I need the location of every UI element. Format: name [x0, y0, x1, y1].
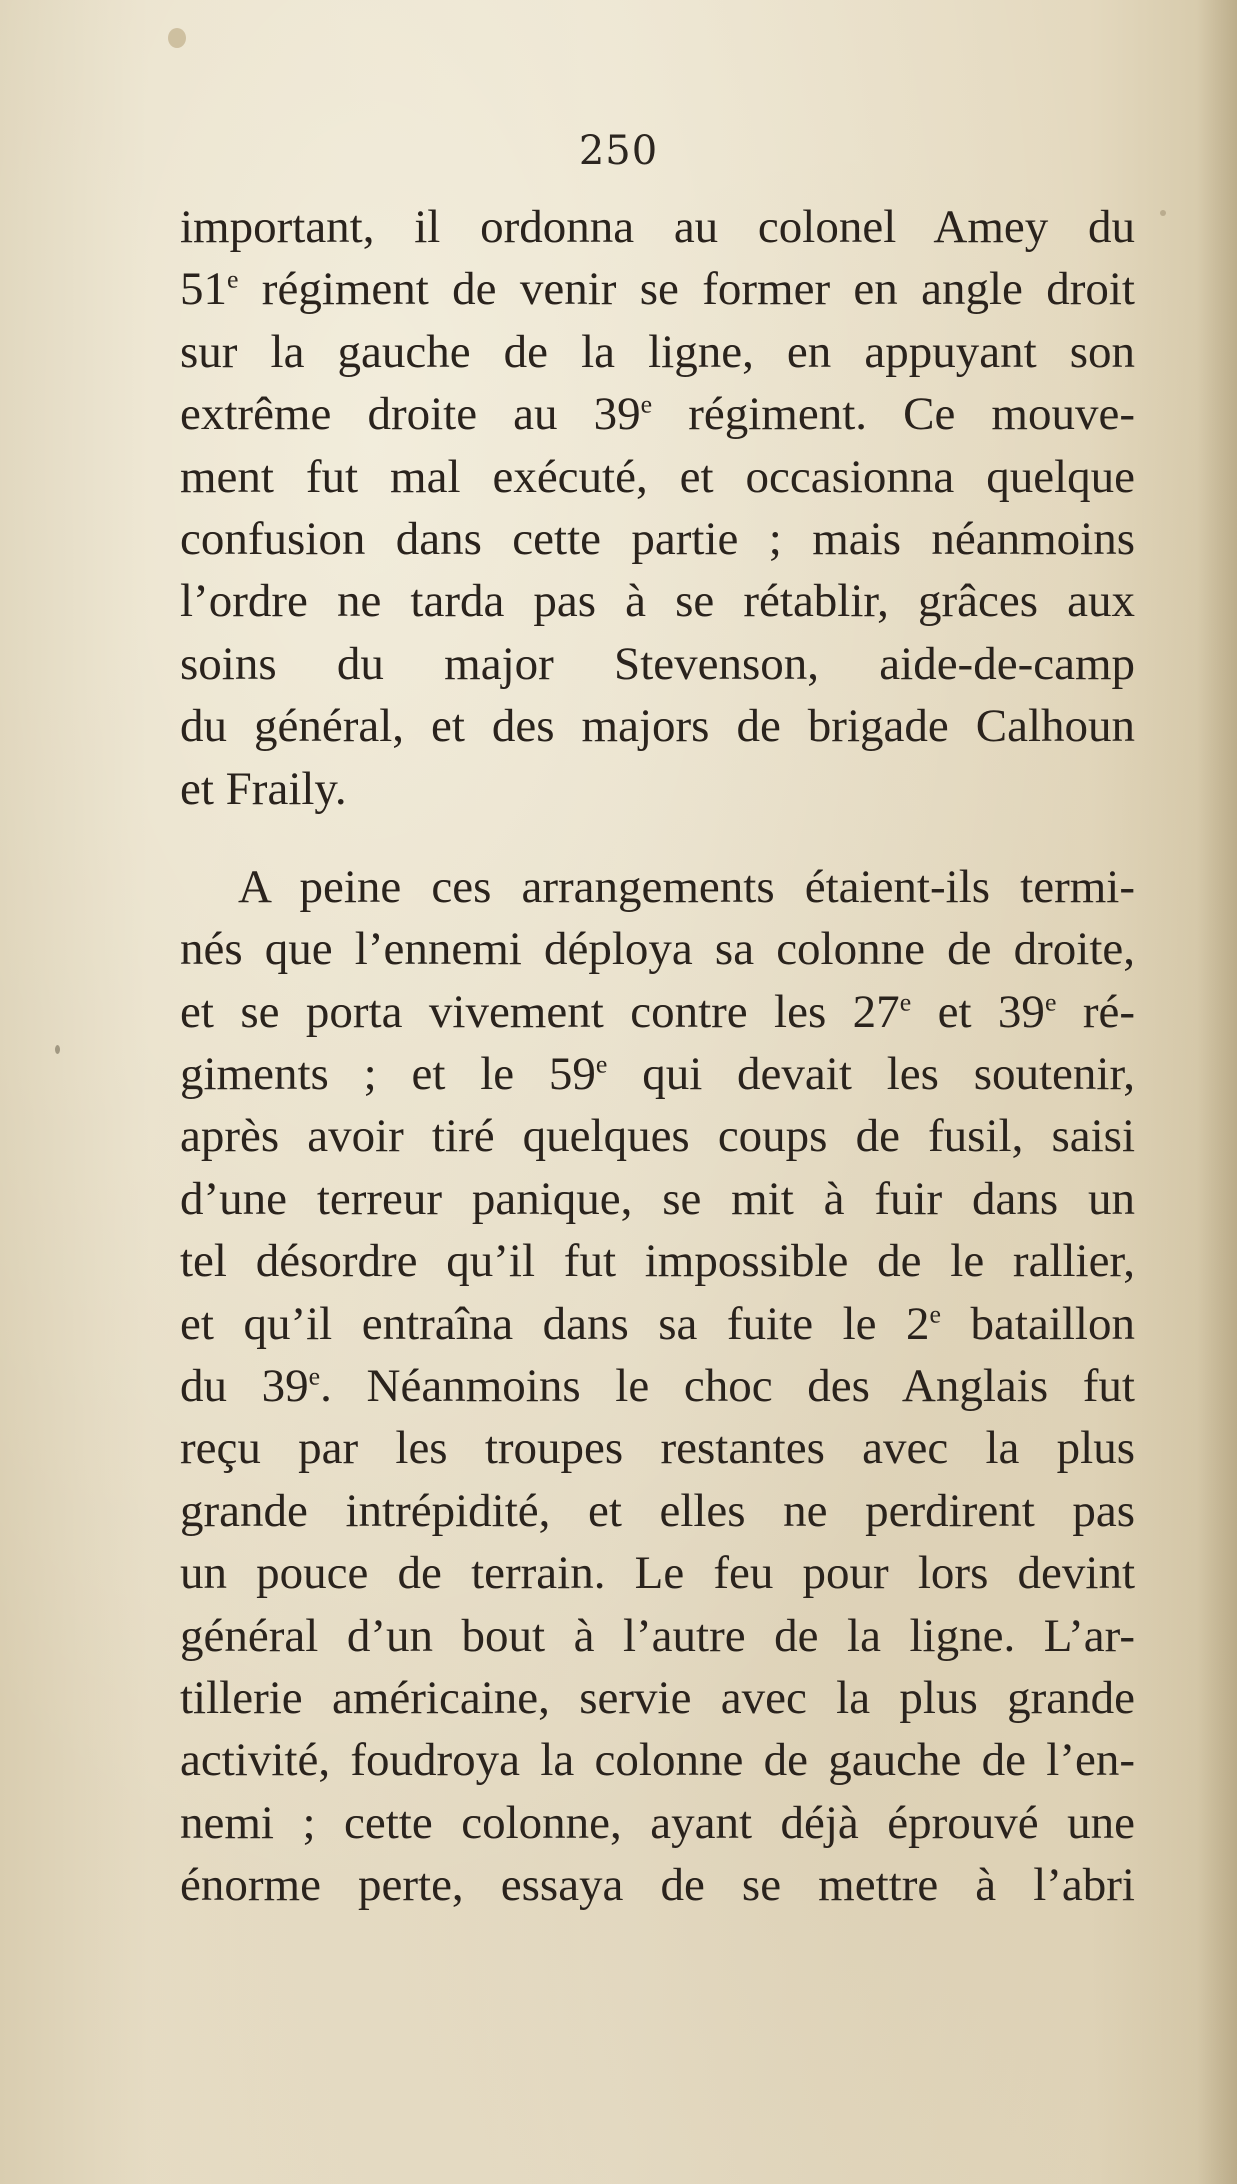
text-line: d’une terreur panique, se mit à fuir dans un: [180, 1172, 1135, 1225]
text-line: tillerie américaine, servie avec la plus grande: [180, 1671, 1135, 1724]
foxing-stain: [1160, 210, 1166, 216]
text-line: grande intrépidité, et elles ne perdirent pas: [180, 1484, 1135, 1537]
text-line: soins du major Stevenson, aide-de-camp: [180, 637, 1135, 690]
text-line: après avoir tiré quelques coups de fusil, saisi: [180, 1110, 1135, 1163]
text-line: un pouce de terrain. Le feu pour lors devint: [180, 1547, 1135, 1600]
ink-mark: [55, 1045, 60, 1054]
text-line: l’ordre ne tarda pas à se rétablir, grâces aux: [180, 575, 1135, 628]
text-line: et qu’il entraîna dans sa fuite le 2e bataillon: [180, 1297, 1135, 1350]
text-line: confusion dans cette partie ; mais néanmoins: [180, 512, 1135, 565]
text-line: et Fraily.: [180, 762, 347, 815]
foxing-stain: [168, 28, 186, 48]
text-line: du 39e. Néanmoins le choc des Anglais fut: [180, 1360, 1135, 1413]
text-line: important, il ordonna au colonel Amey du: [180, 201, 1135, 253]
text-line: activité, foudroya la colonne de gauche de l’en-: [180, 1734, 1135, 1787]
text-line: sur la gauche de la ligne, en appuyant son: [180, 325, 1135, 378]
paragraph-gap: [180, 820, 1135, 856]
text-line: giments ; et le 59e qui devait les soutenir,: [180, 1048, 1135, 1101]
page-edge-shadow: [1197, 0, 1237, 2184]
text-line: A peine ces arrangements étaient-ils termi-: [238, 860, 1135, 913]
body-text: [180, 196, 1135, 1917]
text-line: général d’un bout à l’autre de la ligne. L’ar-: [180, 1609, 1135, 1662]
text-line: et se porta vivement contre les 27e et 39e ré-: [180, 985, 1136, 1038]
paragraph: [180, 856, 1135, 1917]
text-line: extrême droite au 39e régiment. Ce mouve-: [180, 388, 1135, 441]
text-line: tel désordre qu’il fut impossible de le rallier,: [180, 1235, 1135, 1288]
text-line: nés que l’ennemi déploya sa colonne de droite,: [180, 923, 1135, 976]
text-line: du général, et des majors de brigade Calhoun: [180, 700, 1135, 753]
text-line: 51e régiment de venir se former en angle droit: [180, 263, 1135, 316]
text-line: ment fut mal exécuté, et occasionna quelque: [180, 450, 1135, 503]
text-line: énorme perte, essaya de se mettre à l’abri: [180, 1859, 1135, 1912]
text-line: nemi ; cette colonne, ayant déjà éprouvé une: [180, 1796, 1135, 1849]
paragraph: [180, 196, 1135, 820]
page-number: 250: [578, 128, 659, 174]
text-line: reçu par les troupes restantes avec la plus: [180, 1422, 1135, 1475]
